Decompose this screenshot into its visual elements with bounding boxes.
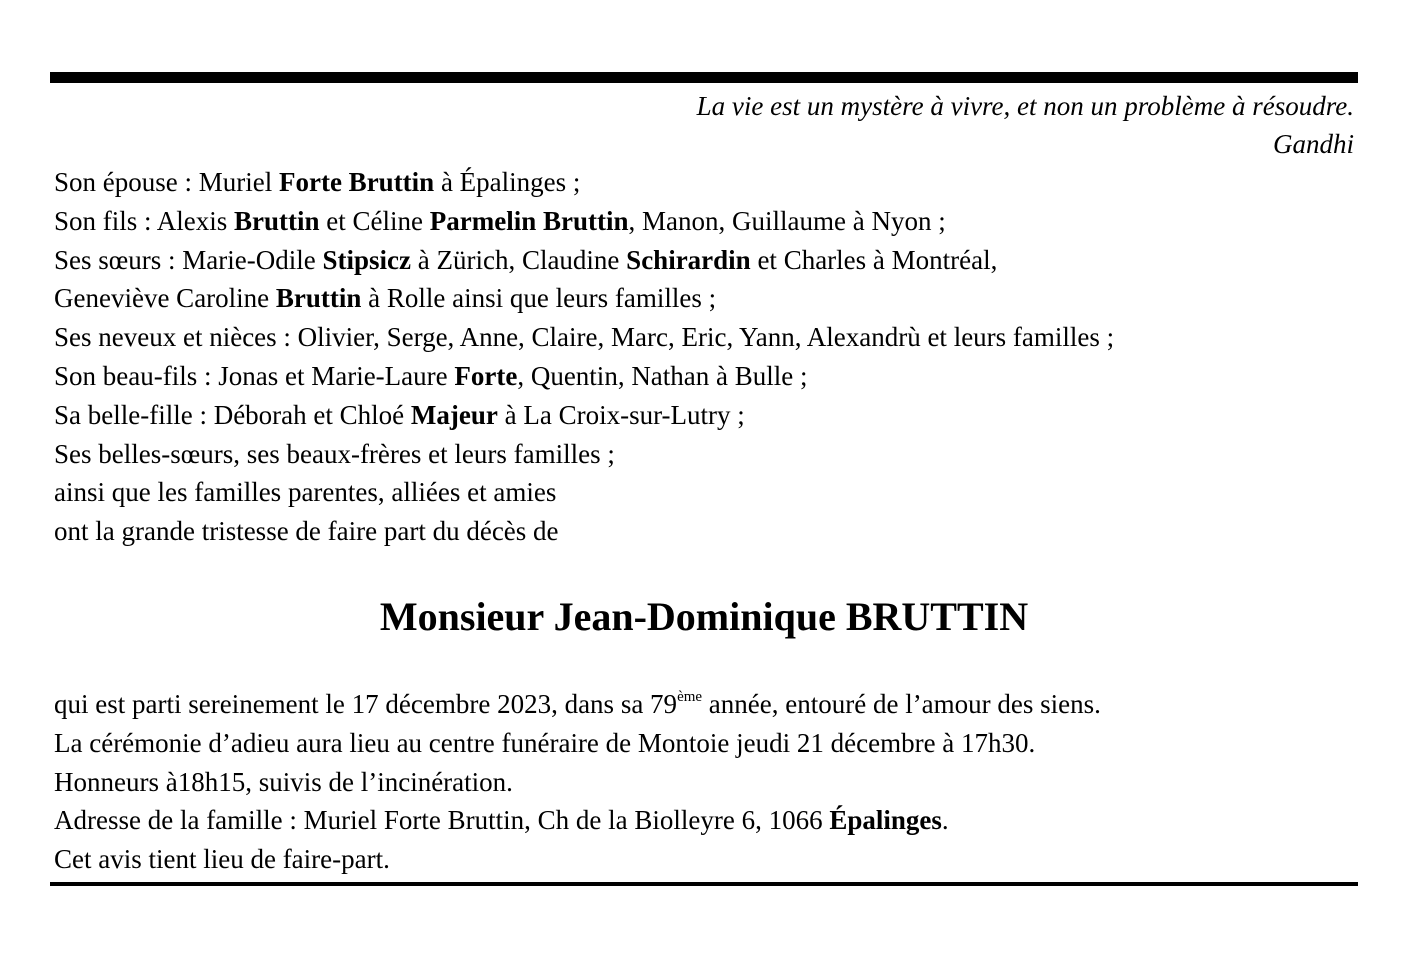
text-segment: .: [941, 805, 949, 836]
text-segment: ainsi que les familles parentes, alliées et amies: [54, 477, 557, 508]
bold-name: Schirardin: [626, 244, 751, 275]
family-line: [54, 279, 1354, 318]
bold-name: Forte Bruttin: [278, 167, 435, 197]
bold-name: Stipsicz: [322, 244, 411, 275]
quote-text: La vie est un mystère à vivre, et non un problème à résoudre.: [696, 91, 1354, 121]
text-segment: ont la grande tristesse de faire part du décès de: [54, 516, 559, 547]
family-line: [54, 512, 1354, 551]
text-segment: Sa belle-fille : Déborah et Chloé: [54, 399, 411, 430]
family-line: [54, 318, 1354, 357]
family-line: [54, 396, 1354, 435]
info-line: [54, 840, 1354, 879]
text-segment: à Épalinges ;: [434, 167, 581, 197]
family-line: [54, 202, 1354, 241]
text-segment: , Manon, Guillaume à Nyon ;: [628, 205, 946, 236]
top-rule: [50, 72, 1358, 83]
text-segment: La cérémonie d’adieu aura lieu au centre funéraire de Montoie jeudi 21 décembre à 17h30.: [54, 727, 1036, 758]
text-segment: Son épouse : Muriel: [54, 167, 279, 197]
superscript: ème: [677, 689, 703, 705]
text-segment: à Rolle ainsi que leurs familles ;: [361, 283, 717, 314]
text-segment: Honneurs à18h15, suivis de l’incinération.: [54, 766, 513, 797]
family-line: [54, 163, 1354, 202]
bold-name: Épalinges: [829, 805, 942, 836]
info-line: [54, 685, 1354, 724]
quote-author: Gandhi: [1273, 129, 1354, 159]
announcement-details: [54, 685, 1354, 879]
text-segment: Geneviève Caroline: [54, 283, 276, 314]
text-segment: et Charles à Montréal,: [750, 244, 998, 275]
bold-name: Parmelin Bruttin: [429, 205, 629, 236]
text-segment: , Quentin, Nathan à Bulle ;: [517, 360, 808, 391]
text-segment: année, entouré de l’amour des siens.: [702, 689, 1101, 719]
text-segment: et Céline: [319, 205, 430, 236]
bold-name: Majeur: [410, 399, 498, 430]
family-line: [54, 473, 1354, 512]
text-segment: qui est parti sereinement le 17 décembre 2023, dans sa 79: [54, 689, 678, 719]
text-segment: Son beau-fils : Jonas et Marie-Laure: [54, 360, 455, 391]
text-segment: Son fils : Alexis: [54, 205, 235, 236]
text-segment: Cet avis tient lieu de faire-part.: [54, 844, 390, 875]
info-line: [54, 724, 1354, 763]
epigraph: [454, 87, 1354, 163]
text-segment: Ses belles-sœurs, ses beaux-frères et leurs familles ;: [54, 438, 615, 469]
text-segment: Adresse de la famille : Muriel Forte Bruttin, Ch de la Biolleyre 6, 1066: [54, 805, 830, 836]
text-segment: Ses sœurs : Marie-Odile: [54, 244, 323, 275]
bold-name: Forte: [454, 360, 518, 391]
deceased-name: Monsieur Jean-Dominique BRUTTIN: [379, 594, 1029, 639]
text-segment: à Zürich, Claudine: [410, 244, 627, 275]
text-segment: Ses neveux et nièces : Olivier, Serge, Anne, Claire, Marc, Eric, Yann, Alexandrù et leurs familles ;: [54, 322, 1115, 353]
bold-name: Bruttin: [234, 205, 320, 236]
bold-name: Bruttin: [275, 283, 362, 314]
family-line: [54, 241, 1354, 280]
family-line: [54, 435, 1354, 474]
info-line: [54, 801, 1354, 840]
family-list: [54, 163, 1354, 551]
family-line: [54, 357, 1354, 396]
info-line: [54, 763, 1354, 802]
bottom-rule: [50, 882, 1358, 886]
text-segment: à La Croix-sur-Lutry ;: [497, 399, 745, 430]
